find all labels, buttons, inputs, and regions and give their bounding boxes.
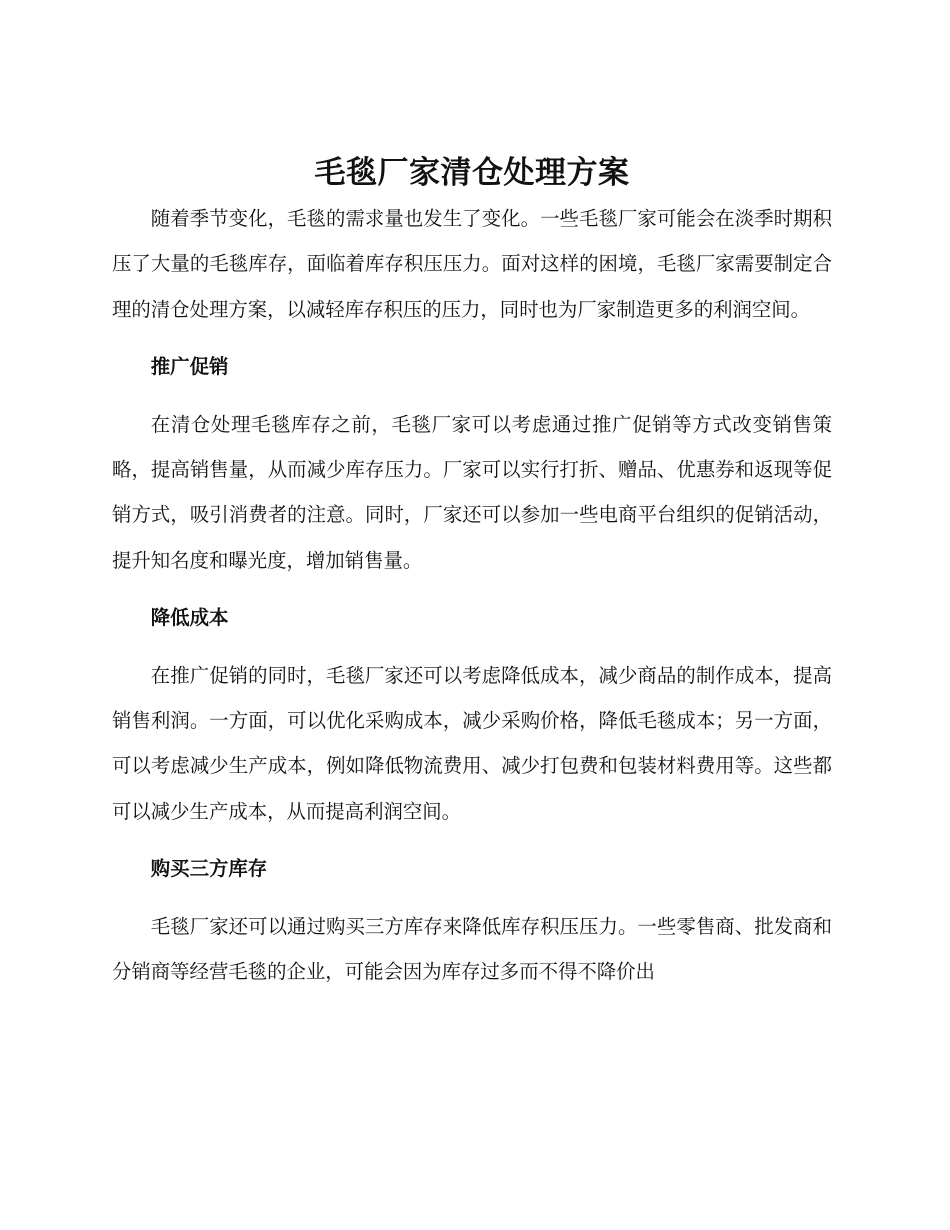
document-content [112,150,832,995]
section-gap [112,583,832,595]
section-gap [112,641,832,653]
document-title: 毛毯厂家清仓处理方案 [314,155,630,191]
section-body-cost-reduction: 在推广促销的同时，毛毯厂家还可以考虑降低成本，减少商品的制作成本，提高销售利润。一方面，可以优化采购成本，减少采购价格，降低毛毯成本；另一方面，可以考虑减少生产成本，例如降低物流费用、减少打包费和包装材料费用等。这些都可以减少生产成本，从而提高利润空间。 [112,663,832,823]
section-gap [112,892,832,904]
section-gap [112,332,832,344]
section-heading-promotion: 推广促销 [150,355,229,379]
section-body-third-party-inventory: 毛毯厂家还可以通过购买三方库存来降低库存积压压力。一些零售商、批发商和分销商等经营毛毯的企业，可能会因为库存过多而不得不降价出 [112,914,832,984]
section-heading-third-party-inventory: 购买三方库存 [150,857,268,881]
section-body-promotion: 在清仓处理毛毯库存之前，毛毯厂家可以考虑通过推广促销等方式改变销售策略，提高销售量，从而减少库存压力。厂家可以实行打折、赠品、优惠券和返现等促销方式，吸引消费者的注意。同时，厂家还可以参加一些电商平台组织的促销活动，提升知名度和曝光度，增加销售量。 [112,412,832,572]
intro-paragraph: 随着季节变化，毛毯的需求量也发生了变化。一些毛毯厂家可能会在淡季时期积压了大量的毛毯库存，面临着库存积压压力。面对这样的困境，毛毯厂家需要制定合理的清仓处理方案，以减轻库存积压的压力，同时也为厂家制造更多的利润空间。 [112,207,832,321]
section-heading-cost-reduction: 降低成本 [150,606,229,630]
section-gap [112,834,832,846]
section-gap [112,390,832,402]
